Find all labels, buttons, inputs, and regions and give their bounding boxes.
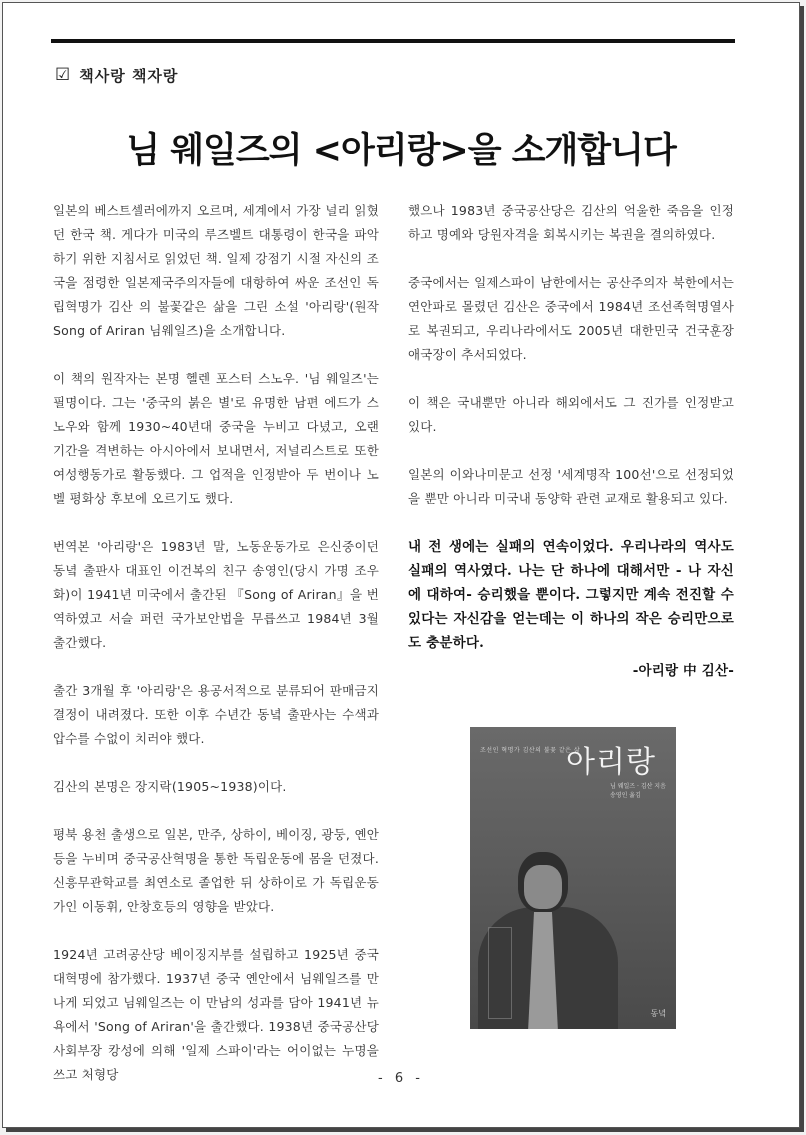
cover-subtitle: 조선인 혁명가 김산의 불꽃 같은 삶 [480,747,581,754]
section-label [55,65,178,86]
paragraph: 일본의 이와나미문고 선정 '세계명작 100선'으로 선정되었을 뿐만 아니라 미국내 동양학 관련 교재로 활용되고 있다. [408,467,734,506]
paragraph: 이 책은 국내뿐만 아니라 해외에서도 그 진가를 인정받고 있다. [408,395,734,434]
page-number: - 6 - [378,1071,424,1086]
paragraph: 일본의 베스트셀러에까지 오르며, 세계에서 가장 널리 읽혔던 한국 책. 게다가 미국의 루즈벨트 대통령이 한국을 파악하기 위한 지침서로 읽었던 책. 일제 강점기 시절 자신의 조국을 점령한 일본제국주의자들에 대항하여 싸운 조선인 독립혁명가 김산 의 불꽃같은 삶을 그린 소설 '아리랑'(원작 Song of Ariran 님웨일즈)을 소개합니다. [53,203,379,338]
page-title: 님 웨일즈의 <아리랑>을 소개합니다 [126,131,676,171]
book-cover-image [470,727,676,1029]
quote-text: 내 전 생에는 실패의 연속이었다. 우리나라의 역사도 실패의 역사였다. 나는 단 하나에 대해서만 - 나 자신에 대하여- 승리했을 뿐이다. 그렇지만 계속 전진할 수 있다는 자신감을 얻는데는 이 하나의 작은 승리만으로도 충분하다. [408,539,734,651]
paragraph: 번역본 '아리랑'은 1983년 말, 노동운동가로 은신중이던 동녘 출판사 대표인 이건복의 친구 송영인(당시 가명 조우화)이 1941년 미국에서 출간된 『Song of Ariran』을 번역하였고 서슬 퍼런 국가보안법을 무릅쓰고 1984년 3월 출간했다. [53,539,379,650]
document-page [2,2,800,1128]
left-column [53,199,379,1087]
paragraph: 1924년 고려공산당 베이징지부를 설립하고 1925년 중국대혁명에 참가했다. 1937년 중국 옌안에서 님웨일즈를 만나게 되었고 님웨일즈는 이 만남의 성과를 담아 1941년 뉴욕에서 'Song of Ariran'을 출간했다. 1938년 중국공산당 사회부장 캉성에 의해 '일제 스파이'라는 어이없는 누명을 쓰고 처형당 [53,947,379,1082]
top-rule [51,39,735,43]
cover-title: 아리랑 [566,745,656,780]
paragraph: 중국에서는 일제스파이 남한에서는 공산주의자 북한에서는 연안파로 몰렸던 김산은 중국에서 1984년 조선족혁명열사로 복권되고, 우리나라에서도 2005년 대한민국 건국훈장 애국장이 추서되었다. [408,275,734,362]
checkbox-icon: ☑ [55,65,72,85]
paragraph: 이 책의 원작자는 본명 헬렌 포스터 스노우. '님 웨일즈'는 필명이다. 그는 '중국의 붉은 별'로 유명한 남편 에드가 스노우와 함께 1930~40년대 중국을 누비고 다녔고, 오랜 기간을 격변하는 아시아에서 보내면서, 저널리스트로 또한 여성행동가로 활동했다. 그 업적을 인정받아 두 번이나 노벨 평화상 후보에 오르기도 했다. [53,371,379,506]
cover-authors: 님 웨일즈 · 김산 지음 송영인 옮김 [610,783,666,799]
right-column [408,199,734,683]
section-label-text: 책사랑 책자랑 [79,67,179,85]
paragraph: 김산의 본명은 장지락(1905~1938)이다. [53,779,287,794]
paragraph: 했으나 1983년 중국공산당은 김산의 억울한 죽음을 인정하고 명예와 당원자격을 회복시키는 복권을 결의하였다. [408,203,734,242]
cover-figure-face [524,865,562,909]
paragraph: 출간 3개월 후 '아리랑'은 용공서적으로 분류되어 판매금지 결정이 내려졌다. 또한 이후 수년간 동녘 출판사는 수색과 압수를 수없이 치러야 했다. [53,683,379,746]
quote-source: -아리랑 中 김산- [632,663,734,679]
paragraph: 평북 용천 출생으로 일본, 만주, 상하이, 베이징, 광둥, 옌안 등을 누비며 중국공산혁명을 통한 독립운동에 몸을 던졌다. 신흥무관학교를 최연소로 졸업한 뒤 상하이로 가 독립운동가인 이동휘, 안창호등의 영향을 받았다. [53,827,379,914]
cover-stamp [488,927,512,1019]
cover-publisher: 동녘 [650,1009,666,1018]
